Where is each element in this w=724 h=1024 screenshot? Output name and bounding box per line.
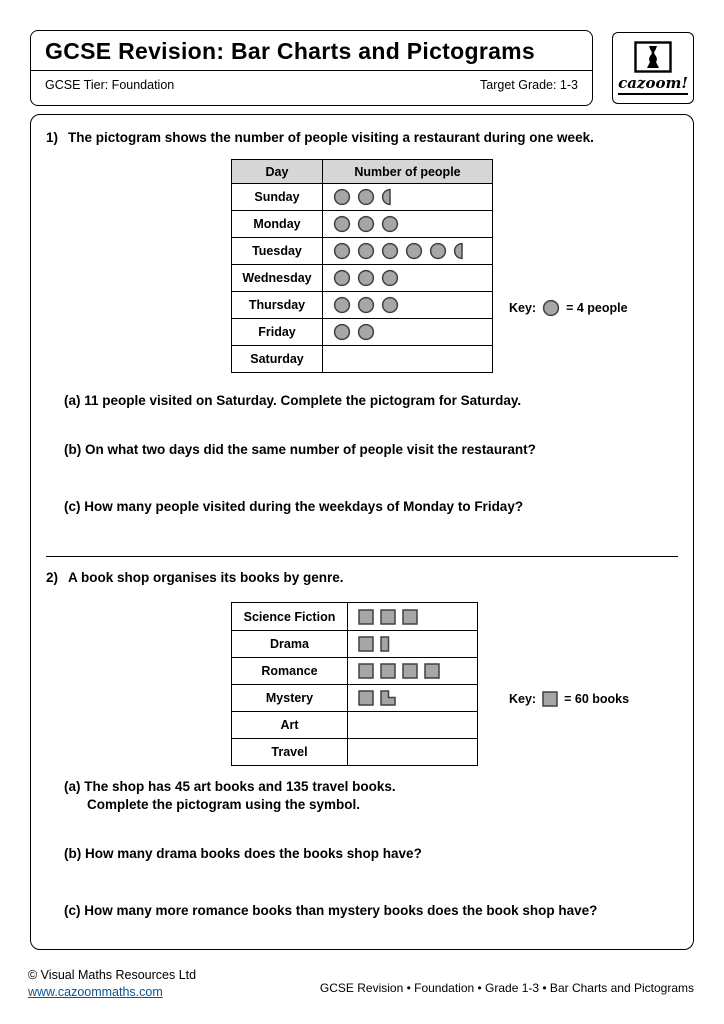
question-1b: (b) On what two days did the same number of people visit the restaurant? [64, 442, 536, 457]
pictogram-row-symbols [322, 184, 492, 210]
circle-symbol-full-icon [381, 269, 399, 287]
circle-symbol-full-icon [381, 215, 399, 233]
question-2c: (c) How many more romance books than mystery books does the book shop have? [64, 903, 598, 918]
q1-key-symbol [542, 299, 560, 317]
q2-key-symbol [542, 691, 558, 707]
square-symbol-full-icon [358, 636, 374, 652]
copyright-text: © Visual Maths Resources Ltd [28, 968, 197, 982]
circle-symbol-full-icon [357, 188, 375, 206]
pictogram-row [232, 684, 477, 711]
pictogram-row [232, 318, 492, 345]
pictogram-row-label: Mystery [265, 691, 314, 705]
question-2-number: 2) [46, 570, 59, 585]
q2-key-label: Key: [509, 692, 537, 706]
pictogram-row [232, 657, 477, 684]
square-symbol-full-icon [542, 691, 558, 707]
page-title: GCSE Revision: Bar Charts and Pictograms [31, 31, 592, 71]
circle-symbol-half-icon [381, 188, 391, 206]
square-symbol-full-icon [358, 663, 374, 679]
header [30, 30, 593, 106]
pictogram-row [232, 345, 492, 372]
question-2-prompt [46, 570, 344, 585]
q2-key [509, 691, 629, 707]
square-symbol-full-icon [424, 663, 440, 679]
pictogram-row [232, 711, 477, 738]
square-symbol-three-quarter-icon [380, 690, 396, 706]
square-symbol-full-icon [358, 690, 374, 706]
question-2a-line2: Complete the pictogram using the symbol. [87, 797, 361, 812]
restaurant-pictogram-rows [232, 183, 492, 372]
circle-symbol-full-icon [333, 269, 351, 287]
pictogram-row-label: Tuesday [252, 244, 302, 258]
circle-symbol-full-icon [357, 323, 375, 341]
pictogram-row [232, 264, 492, 291]
pictogram-row-symbols [322, 319, 492, 345]
pictogram-row-label: Drama [270, 637, 309, 651]
circle-symbol-full-icon [333, 215, 351, 233]
cazoom-logo [612, 32, 694, 104]
pictogram-row-symbols [347, 739, 477, 765]
bookshop-pictogram-table [231, 602, 478, 766]
pictogram-row [232, 291, 492, 318]
pictogram-row-label: Saturday [250, 352, 304, 366]
pictogram-row [232, 603, 477, 630]
square-symbol-full-icon [402, 663, 418, 679]
circle-symbol-full-icon [542, 299, 560, 317]
circle-symbol-full-icon [357, 242, 375, 260]
pictogram-row-label: Friday [258, 325, 296, 339]
target-grade-label: Target Grade: 1-3 [480, 78, 578, 92]
cazoom-logo-icon [634, 41, 672, 73]
circle-symbol-full-icon [357, 269, 375, 287]
q2-key-value: = 60 books [564, 692, 630, 706]
square-symbol-full-icon [380, 609, 396, 625]
pictogram-row-symbols [347, 685, 477, 711]
day-column-header: Day [265, 164, 289, 179]
q1-key-value: = 4 people [566, 301, 628, 315]
square-symbol-full-icon [402, 609, 418, 625]
cazoom-logo-text: cazoom! [618, 76, 688, 95]
pictogram-table-header [232, 160, 492, 183]
circle-symbol-full-icon [333, 296, 351, 314]
pictogram-row-label: Wednesday [242, 271, 312, 285]
pictogram-row-symbols [347, 712, 477, 738]
q1-key-label: Key: [509, 301, 537, 315]
pictogram-row-symbols [347, 631, 477, 657]
pictogram-row [232, 210, 492, 237]
circle-symbol-full-icon [333, 242, 351, 260]
question-1a: (a) 11 people visited on Saturday. Complete the pictogram for Saturday. [64, 393, 522, 408]
circle-symbol-full-icon [357, 215, 375, 233]
pictogram-row-symbols [347, 658, 477, 684]
square-symbol-full-icon [380, 663, 396, 679]
pictogram-row-symbols [347, 603, 477, 630]
question-2a-line1: (a) The shop has 45 art books and 135 travel books. [64, 779, 396, 794]
square-symbol-full-icon [358, 609, 374, 625]
question-2b: (b) How many drama books does the books shop have? [64, 846, 422, 861]
circle-symbol-full-icon [429, 242, 447, 260]
circle-symbol-full-icon [405, 242, 423, 260]
circle-symbol-full-icon [333, 188, 351, 206]
circle-symbol-half-icon [453, 242, 463, 260]
people-column-header: Number of people [322, 160, 492, 183]
circle-symbol-full-icon [357, 296, 375, 314]
pictogram-row [232, 630, 477, 657]
restaurant-pictogram-table [231, 159, 493, 373]
pictogram-row-symbols [322, 265, 492, 291]
website-link[interactable]: www.cazoommaths.com [28, 985, 163, 999]
square-symbol-half-icon [380, 636, 390, 652]
pictogram-row-label: Romance [261, 664, 318, 678]
question-1-prompt [46, 130, 594, 145]
pictogram-row-label: Monday [253, 217, 301, 231]
pictogram-row-symbols [322, 238, 492, 264]
circle-symbol-full-icon [381, 296, 399, 314]
question-2-text: A book shop organises its books by genre. [68, 570, 344, 585]
pictogram-row-symbols [322, 211, 492, 237]
question-1-number: 1) [46, 130, 59, 145]
pictogram-row [232, 183, 492, 210]
pictogram-row-symbols [322, 346, 492, 372]
pictogram-row-label: Sunday [254, 190, 300, 204]
worksheet-body [30, 114, 694, 950]
pictogram-row-symbols [322, 292, 492, 318]
tier-label: GCSE Tier: Foundation [45, 78, 175, 92]
pictogram-row [232, 237, 492, 264]
footer-breadcrumb: GCSE Revision • Foundation • Grade 1-3 • Bar Charts and Pictograms [319, 981, 694, 995]
pictogram-row-label: Art [280, 718, 299, 732]
q1-key [509, 299, 628, 317]
section-divider [46, 556, 678, 557]
bookshop-pictogram-rows [232, 603, 477, 765]
pictogram-row [232, 738, 477, 765]
header-meta-row [31, 71, 592, 92]
pictogram-row-label: Travel [271, 745, 308, 759]
question-1c: (c) How many people visited during the weekdays of Monday to Friday? [64, 499, 524, 514]
pictogram-row-label: Thursday [248, 298, 306, 312]
pictogram-row-label: Science Fiction [243, 609, 336, 624]
circle-symbol-full-icon [333, 323, 351, 341]
question-1-text: The pictogram shows the number of people visiting a restaurant during one week. [68, 130, 594, 145]
circle-symbol-full-icon [381, 242, 399, 260]
